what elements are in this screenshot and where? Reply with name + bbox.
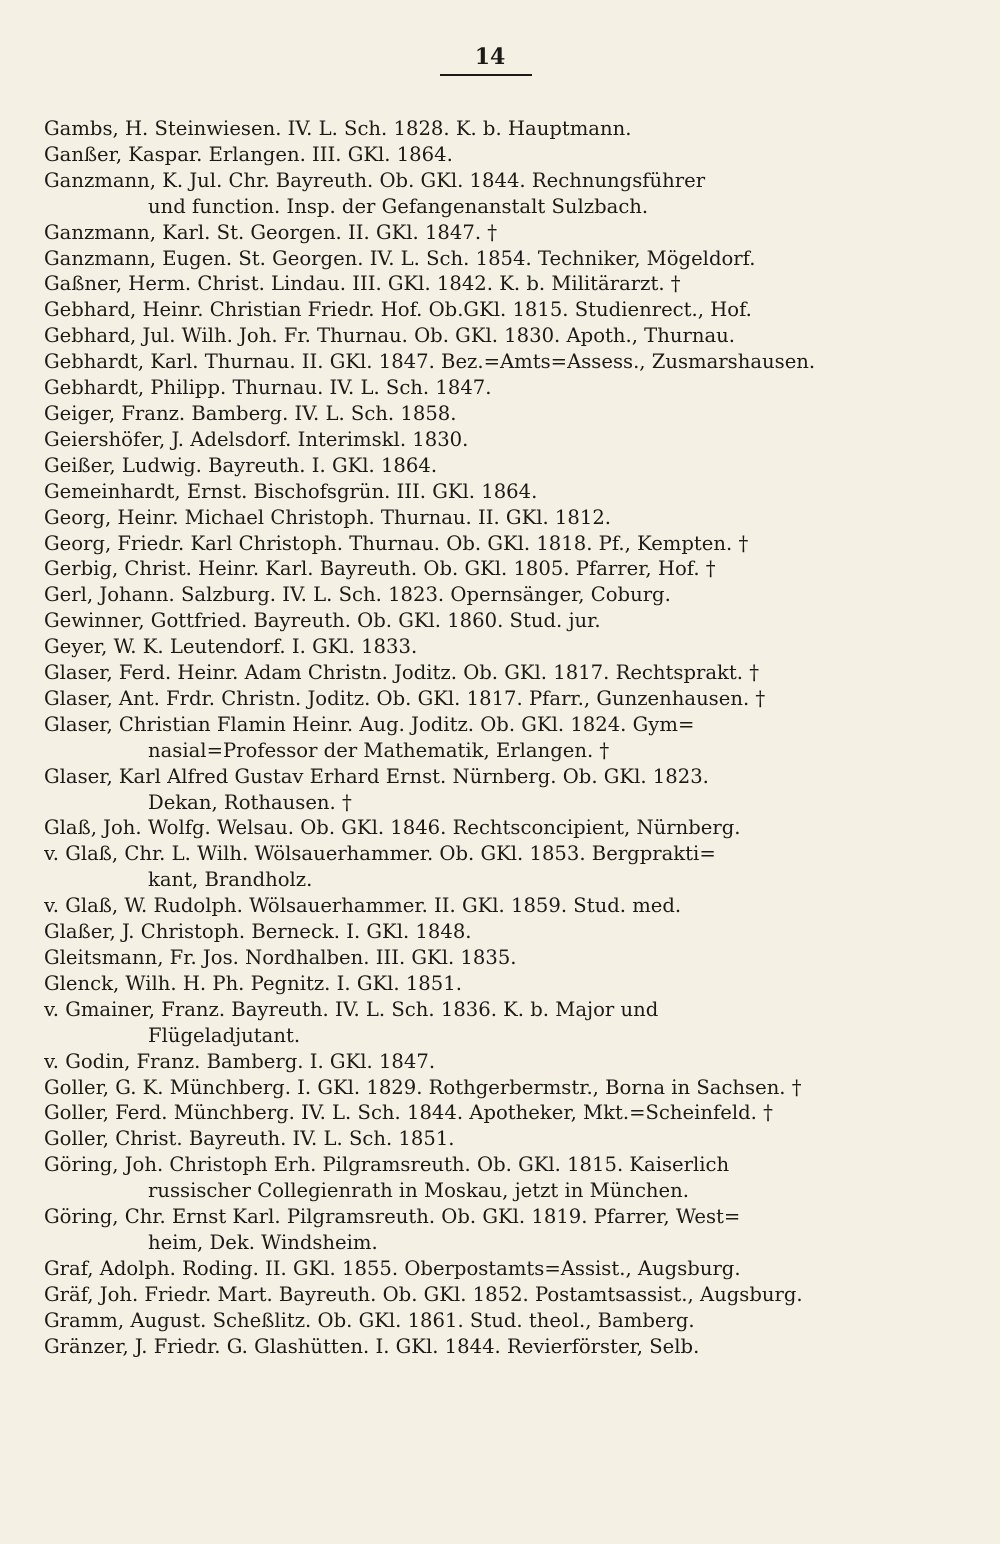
entry-text: Gräf, Joh. Friedr. Mart. Bayreuth. Ob. GKl. 1852. Postamtsassist., Augsburg.	[44, 1282, 803, 1306]
register-entry	[44, 582, 944, 608]
entry-text: Glaß, Joh. Wolfg. Welsau. Ob. GKl. 1846. Rechtsconcipient, Nürnberg.	[44, 816, 741, 840]
register-entry	[44, 556, 944, 582]
register-entry	[44, 401, 944, 427]
register-entry-continuation	[44, 1178, 944, 1204]
entry-text: Gemeinhardt, Ernst. Bischofsgrün. III. GKl. 1864.	[44, 479, 538, 503]
entry-text: v. Glaß, Chr. L. Wilh. Wölsauerhammer. Ob. GKl. 1853. Bergprakti=	[44, 842, 716, 866]
register-entry-continuation	[44, 194, 944, 220]
page-number: 14	[474, 44, 506, 70]
register-entry	[44, 220, 944, 246]
register-entry	[44, 764, 944, 790]
register-entry	[44, 271, 944, 297]
register-entry	[44, 142, 944, 168]
entry-text: Geyer, W. K. Leutendorf. I. GKl. 1833.	[44, 635, 418, 659]
register-entry	[44, 997, 944, 1023]
entry-text: Georg, Heinr. Michael Christoph. Thurnau. II. GKl. 1812.	[44, 505, 612, 529]
register-entry	[44, 116, 944, 142]
entry-text: Göring, Chr. Ernst Karl. Pilgramsreuth. Ob. GKl. 1819. Pfarrer, West=	[44, 1205, 741, 1229]
entry-text: Glenck, Wilh. H. Ph. Pegnitz. I. GKl. 1851.	[44, 971, 462, 995]
register-entry	[44, 1049, 944, 1075]
entry-text: Gränzer, J. Friedr. G. Glashütten. I. GKl. 1844. Revierförster, Selb.	[44, 1334, 700, 1358]
entry-text: Goller, Ferd. Münchberg. IV. L. Sch. 1844. Apotheker, Mkt.=Scheinfeld. †	[44, 1101, 773, 1125]
entry-text: Glaser, Ant. Frdr. Christn. Joditz. Ob. GKl. 1817. Pfarr., Gunzenhausen. †	[44, 686, 766, 710]
entry-text: Glaser, Karl Alfred Gustav Erhard Ernst. Nürnberg. Ob. GKl. 1823.	[44, 764, 709, 788]
entry-text: Ganzmann, K. Jul. Chr. Bayreuth. Ob. GKl. 1844. Rechnungsführer	[44, 168, 706, 192]
register-entry	[44, 531, 944, 557]
register-entry	[44, 1126, 944, 1152]
entry-text: Ganzmann, Karl. St. Georgen. II. GKl. 1847. †	[44, 220, 498, 244]
register-entry	[44, 945, 944, 971]
register-entry	[44, 427, 944, 453]
register-entry	[44, 712, 944, 738]
register-entry	[44, 505, 944, 531]
register-entry	[44, 453, 944, 479]
entry-text: Gebhardt, Philipp. Thurnau. IV. L. Sch. 1847.	[44, 376, 492, 400]
register-entry	[44, 634, 944, 660]
register-entry	[44, 1152, 944, 1178]
entry-text: v. Gmainer, Franz. Bayreuth. IV. L. Sch. 1836. K. b. Major und	[44, 997, 659, 1021]
register-entry	[44, 1308, 944, 1334]
entry-text: Flügeladjutant.	[148, 1023, 301, 1047]
entry-text: heim, Dek. Windsheim.	[148, 1230, 378, 1254]
entry-text: Geiershöfer, J. Adelsdorf. Interimskl. 1830.	[44, 427, 469, 451]
entry-text: Graf, Adolph. Roding. II. GKl. 1855. Oberpostamts=Assist., Augsburg.	[44, 1256, 741, 1280]
entry-text: v. Glaß, W. Rudolph. Wölsauerhammer. II. GKl. 1859. Stud. med.	[44, 894, 682, 918]
register-entry-continuation	[44, 738, 944, 764]
register-entry-continuation	[44, 1230, 944, 1256]
register-entry	[44, 246, 944, 272]
register-entry-continuation	[44, 867, 944, 893]
entry-text: Ganßer, Kaspar. Erlangen. III. GKl. 1864.	[44, 142, 453, 166]
entry-text: Ganzmann, Eugen. St. Georgen. IV. L. Sch. 1854. Techniker, Mögeldorf.	[44, 246, 756, 270]
entry-text: Gebhard, Heinr. Christian Friedr. Hof. Ob.GKl. 1815. Studienrect., Hof.	[44, 298, 752, 322]
entry-text: und function. Insp. der Gefangenanstalt Sulzbach.	[148, 194, 649, 218]
register-entry	[44, 168, 944, 194]
entry-text: russischer Collegienrath in Moskau, jetzt in München.	[148, 1179, 689, 1203]
register-entry	[44, 893, 944, 919]
entry-text: kant, Brandholz.	[148, 868, 313, 892]
entry-text: Gerbig, Christ. Heinr. Karl. Bayreuth. Ob. GKl. 1805. Pfarrer, Hof. †	[44, 557, 716, 581]
entry-text: Dekan, Rothausen. †	[148, 790, 352, 814]
entry-text: nasial=Professor der Mathematik, Erlangen. †	[148, 738, 610, 762]
register-entry	[44, 479, 944, 505]
entry-text: v. Godin, Franz. Bamberg. I. GKl. 1847.	[44, 1049, 436, 1073]
entry-text: Gewinner, Gottfried. Bayreuth. Ob. GKl. 1860. Stud. jur.	[44, 609, 601, 633]
register-entry	[44, 608, 944, 634]
register-entry	[44, 660, 944, 686]
register-entry-continuation	[44, 1023, 944, 1049]
entry-text: Gerl, Johann. Salzburg. IV. L. Sch. 1823. Opernsänger, Coburg.	[44, 583, 671, 607]
entry-text: Gaßner, Herm. Christ. Lindau. III. GKl. 1842. K. b. Militärarzt. †	[44, 272, 681, 296]
register-entry	[44, 971, 944, 997]
register-entry	[44, 1075, 944, 1101]
entry-text: Gleitsmann, Fr. Jos. Nordhalben. III. GKl. 1835.	[44, 946, 517, 969]
entry-text: Geiger, Franz. Bamberg. IV. L. Sch. 1858.	[44, 401, 457, 425]
entry-text: Glaßer, J. Christoph. Berneck. I. GKl. 1848.	[44, 920, 472, 944]
entry-text: Göring, Joh. Christoph Erh. Pilgramsreuth. Ob. GKl. 1815. Kaiserlich	[44, 1153, 730, 1177]
entry-text: Geißer, Ludwig. Bayreuth. I. GKl. 1864.	[44, 453, 438, 477]
register-entry	[44, 919, 944, 945]
register-entry-list	[44, 116, 944, 1360]
entry-text: Gramm, August. Scheßlitz. Ob. GKl. 1861. Stud. theol., Bamberg.	[44, 1308, 695, 1332]
register-entry	[44, 1282, 944, 1308]
entry-text: Gebhard, Jul. Wilh. Joh. Fr. Thurnau. Ob. GKl. 1830. Apoth., Thurnau.	[44, 324, 735, 348]
entry-text: Gebhardt, Karl. Thurnau. II. GKl. 1847. Bez.=Amts=Assess., Zusmarshausen.	[44, 350, 816, 374]
entry-text: Goller, G. K. Münchberg. I. GKl. 1829. Rothgerbermstr., Borna in Sachsen. †	[44, 1075, 802, 1099]
entry-text: Glaser, Ferd. Heinr. Adam Christn. Joditz. Ob. GKl. 1817. Rechtsprakt. †	[44, 661, 760, 685]
entry-text: Glaser, Christian Flamin Heinr. Aug. Joditz. Ob. GKl. 1824. Gym=	[44, 712, 695, 736]
entry-text: Goller, Christ. Bayreuth. IV. L. Sch. 1851.	[44, 1127, 455, 1151]
register-entry	[44, 815, 944, 841]
register-entry	[44, 686, 944, 712]
register-entry	[44, 375, 944, 401]
register-entry	[44, 841, 944, 867]
entry-text: Gambs, H. Steinwiesen. IV. L. Sch. 1828. K. b. Hauptmann.	[44, 117, 632, 140]
register-entry	[44, 1204, 944, 1230]
register-entry-continuation	[44, 790, 944, 816]
register-entry	[44, 297, 944, 323]
register-entry	[44, 1256, 944, 1282]
register-entry	[44, 1100, 944, 1126]
register-entry	[44, 349, 944, 375]
register-entry	[44, 1334, 944, 1360]
entry-text: Georg, Friedr. Karl Christoph. Thurnau. Ob. GKl. 1818. Pf., Kempten. †	[44, 531, 749, 555]
page-number-underline	[440, 74, 532, 76]
register-entry	[44, 323, 944, 349]
